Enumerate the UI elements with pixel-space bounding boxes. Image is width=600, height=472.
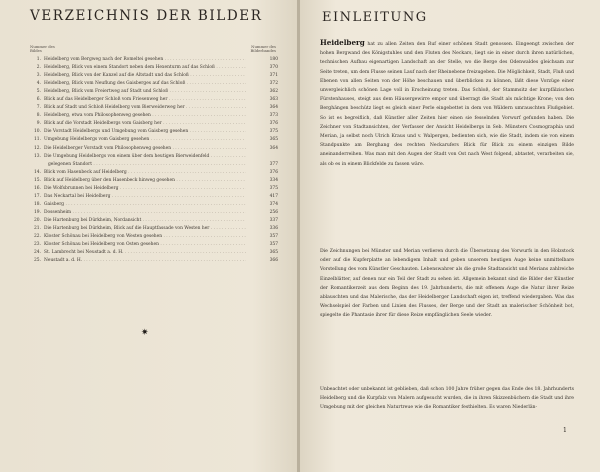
list-item: 15. Blick auf Heidelberg über den Hasenbeck hinweg gesehen . . . 334 [28,177,278,185]
list-item: 9. Blick auf die Vorstadt Heidelbergs vom Gaisberg her . . . 376 [28,120,278,128]
list-item: 25. Neustadt a. d. H. . . . 366 [28,257,278,265]
list-item: 17. Das Neckartal bei Heidelberg . . . 417 [28,193,278,201]
paragraph-2: Die Zeichnungen bei Münster und Merian verlieren durch die Übersetzung des Vorwurfs in den Holzstock oder auf die Kupferplatte an lebendigem Inhalt und geben unserem heutigen Auge keine unmittelbare Vorstellung des vom Künstler Geschauten. Lebenswahrer als die große Stadtansicht und Merians zahlreiche Einzelblätter, auf denen nur ein Teil der Stadt zu sehen ist. Allgemein bekannt sind die Bilder der Künstler der Romantikerzeit aus dem Beginn des 19. Jahrhunderts, die mit offenem Auge die Natur ihrer Reize ablauschten und das Malerische, das der Heidelberger Landschaft eigen ist, treffend wiedergaben. Was das Wechselspiel der Farben und Linien des Flusses, der Berge und der Stadt an malerischer Schönheit bot, spiegelte die Phantasie ihrer für diese Reize empfänglichen Seele wieder. [320,249,574,319]
list-item: 10. Die Vorstadt Heidelbergs und Umgebung vom Gaisberg gesehen . . . 375 [28,128,278,136]
list-item: 14. Blick vom Hasenbeck auf Heidelberg . . . 376 [28,169,278,177]
list-title: VERZEICHNIS DER BILDER [30,8,263,24]
list-item-continuation: gelegenen Standort . . . 377 [28,161,278,169]
list-item: 13. Die Umgebung Heidelbergs von einem über dem heutigen Bierweidenfeld . . . [28,153,278,161]
list-item: 24. St. Lambrecht bei Neustadt a. d. H. . . . 365 [28,249,278,257]
list-item: 2. Heidelberg, Blick von einem Standort neben dem Hexenturm auf das Schloß . . . 370 [28,64,278,72]
list-item: 11. Umgebung Heidelbergs vom Gaisberg gesehen . . . 365 [28,136,278,144]
list-item: 21. Die Hartenburg bei Dürkheim, Blick auf die Hauptfassade von Westen her . . . 336 [28,225,278,233]
list-item: 5. Heidelberg, Blick vom Freiertweg auf Stadt und Schloß . . . 362 [28,88,278,96]
list-item: 16. Die Wolfsbrunnen bei Heidelberg . . . 375 [28,185,278,193]
column-header-number: Nummer des Bildes [30,44,55,54]
list-item: 19. Dossenheim . . . 256 [28,209,278,217]
list-item: 6. Blick auf das Heidelberger Schloß vom Friesenweg her . . . 363 [28,96,278,104]
page-number: 1 [563,427,567,434]
chapter-title: EINLEITUNG [322,10,428,25]
list-item: 7. Blick auf Stadt und Schloß Heidelberg vom Bierweiderweg her . . . 364 [28,104,278,112]
list-item: 1. Heidelberg vom Bergweg nach der Romeltei gesehen . . . 180 [28,56,278,64]
paragraph-1 [320,38,574,169]
illustration-list [28,56,278,265]
list-item: 20. Die Hartenburg bei Dürkheim, Nordansicht . . . 337 [28,217,278,225]
lead-word: Heidelberg [320,38,365,47]
list-item: 18. Gaisberg . . . 374 [28,201,278,209]
list-item: 4. Heidelberg, Blick vom Neuflung des Gaisberges auf das Schloß . . . 372 [28,80,278,88]
paragraph-1-text: hat zu allen Zeiten den Ruf einer schönen Stadt genossen. Eingeengt zwischen der hohen Bergwand des Königstuhles und den Fluten des Neckars, liegt sie in einer durch ihren natürlichen, technischen Aufbau eigenartigen Landschaft an der Stelle, wo die Berge des Odenwaldes gleichsam zur Seite treten, um dem Flusse seinen Lauf nach der Rheinebene freizugeben. Die Möglichkeit, Stadt, Fluß und Ebenen von allen Seiten von der Höhe beschauen und überblicken zu können, läßt diese Vorzüge einer unvergleichlich schönen Lage voll in Erscheinung treten. Das Schloß, der Stammsitz der kurpfälzischen Fürstenhauses, steigt aus dem Häusergewirre empor und überragt die Stadt als mächtige Krone; von den Berghängen beschütz liegt es gleich einer Perle eingebettet in dem von Wäldern umrauschten Flußgebiet. So ist es begreiflich, daß Künstler aller Zeiten hier einen sie fesselnden Vorwurf gefunden haben. Die Zeichner von Stadtansichten, der Verfasser der Ansicht Heidelbergs in Seb. Münsters Cosmographia und Merian, ja selbst noch Ulrich Kraus und v. Walpergen, bedienten sich, wie die Stadt, indem sie von einem Standpunkte am Berghang des rechten Neckarufers Blick für Blick zu einem einzigen Bilde aneinanderreihen. Was man mit den Augen der Stadt von Ost nach West folgend, abtastet, verarbeiten sie, als ob es in einem Blickfelde zu fassen wäre. [320,42,575,167]
column-header-page: Nummer des Bilderbandes [250,44,276,54]
list-item: 23. Kloster Schönau bei Heidelberg von Osten gesehen . . . 357 [28,241,278,249]
list-item: 22. Kloster Schönau bei Heidelberg von Westen gesehen . . . 357 [28,233,278,241]
list-item: 12. Die Heidelberger Vorstadt vom Philosophenweg gesehen . . . 364 [28,145,278,153]
paragraph-3: Unbeachtet oder unbekannt ist geblieben, daß schon 100 Jahre früher gegen das Ende des 18. Jahrhunderts Heidelberg und die Kurpfalz von Malern aufgesucht wurden, die in ihren Skizzenbüchern die Stadt und ihre Umgebung mit der gleichen Naturtreue wie die Romantiker festhielten. Es waren Niederlän- [320,387,574,411]
star-ornament-icon: ✷ [141,328,149,338]
list-item: 3. Heidelberg, Blick von der Kanzel auf die Altstadt und das Schloß . . . 371 [28,72,278,80]
list-item: 8. Heidelberg, etwa vom Philosophenweg gesehen . . . 373 [28,112,278,120]
